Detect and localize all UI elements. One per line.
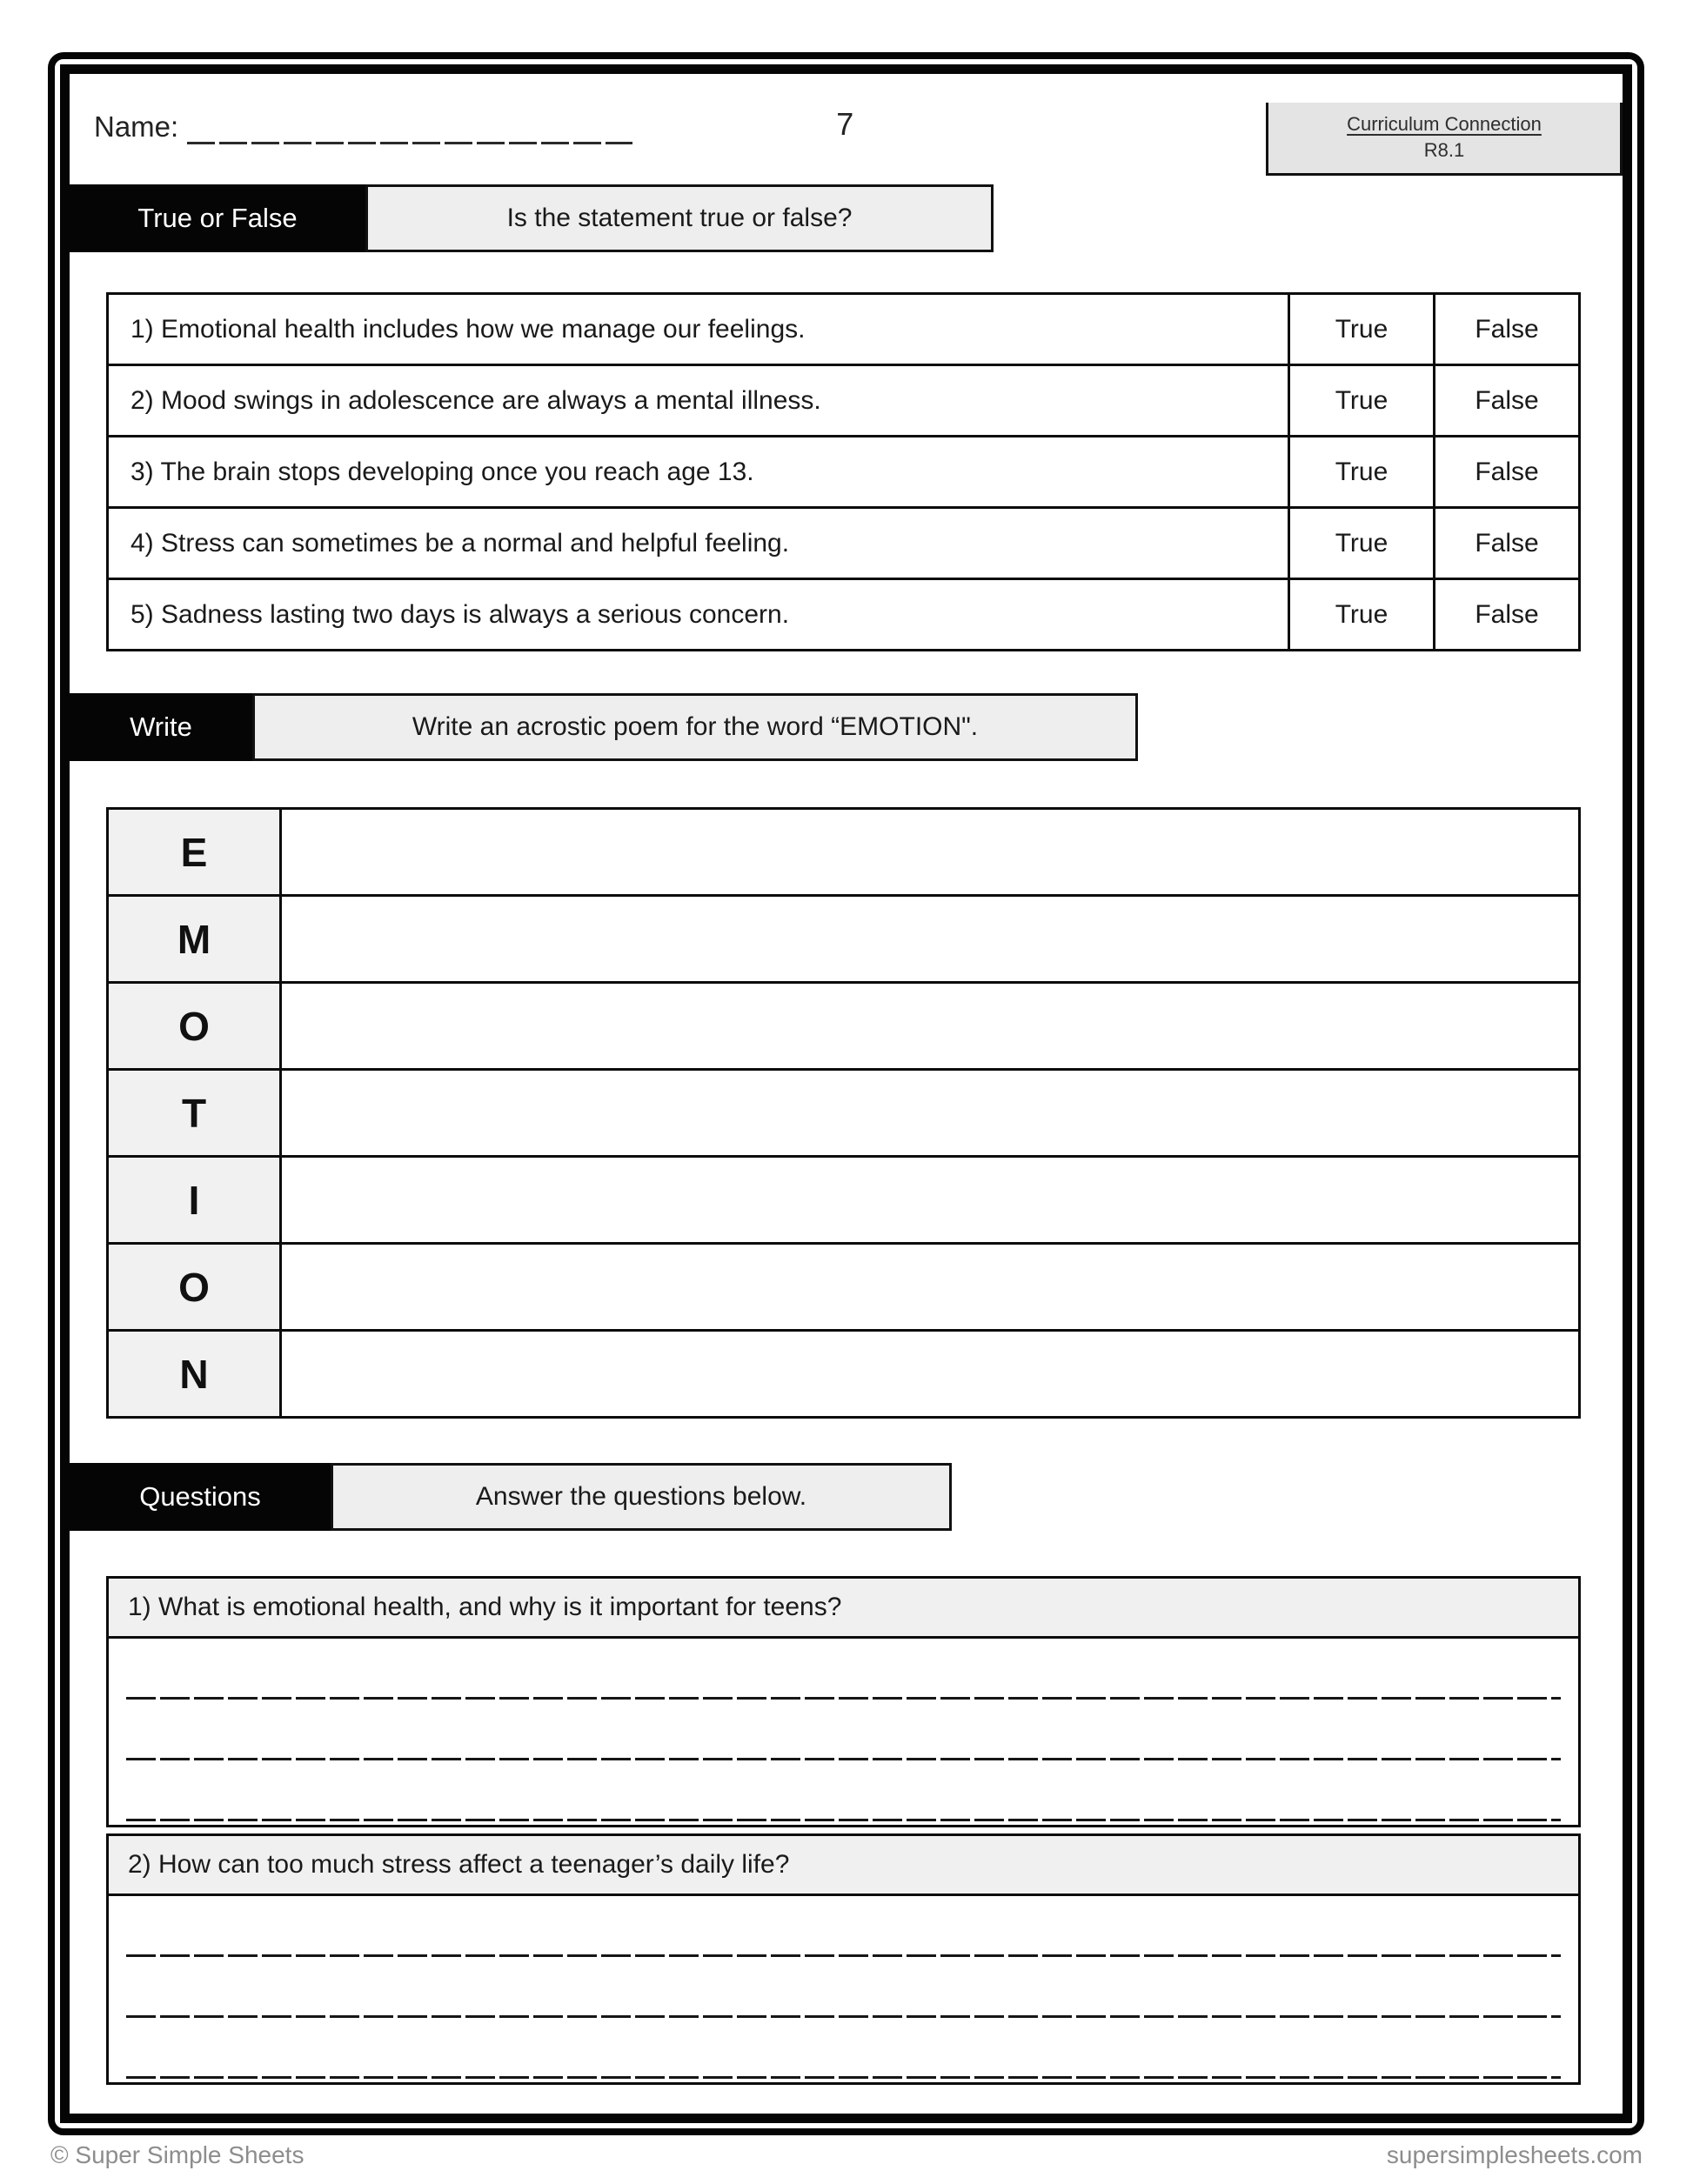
page-footer — [50, 2141, 1643, 2169]
acrostic-letter: M — [108, 896, 281, 983]
answer-line[interactable] — [126, 1760, 1561, 1821]
statement-row — [108, 294, 1580, 365]
question-box — [106, 1576, 1581, 1827]
acrostic-letter: O — [108, 1244, 281, 1331]
section-label-write: Write — [70, 693, 252, 761]
answer-line[interactable] — [126, 2018, 1561, 2079]
footer-copyright: © Super Simple Sheets — [50, 2141, 304, 2168]
false-option[interactable]: False — [1435, 294, 1580, 365]
statement-row — [108, 508, 1580, 579]
page-number: 7 — [836, 106, 854, 142]
statement-text: 4) Stress can sometimes be a normal and helpful feeling. — [108, 508, 1289, 579]
false-option[interactable]: False — [1435, 579, 1580, 651]
statement-text: 1) Emotional health includes how we manage our feelings. — [108, 294, 1289, 365]
question-prompt: 2) How can too much stress affect a teenager’s daily life? — [109, 1836, 1578, 1896]
true-option[interactable]: True — [1289, 294, 1435, 365]
question-box — [106, 1833, 1581, 2085]
curriculum-connection-code: R8.1 — [1423, 138, 1465, 161]
acrostic-table — [106, 807, 1581, 1419]
acrostic-row — [108, 1331, 1580, 1418]
answer-area — [109, 1639, 1578, 1825]
name-underline-field[interactable] — [187, 110, 632, 144]
answer-line[interactable] — [126, 1639, 1561, 1700]
false-option[interactable]: False — [1435, 508, 1580, 579]
true-option[interactable]: True — [1289, 508, 1435, 579]
acrostic-row — [108, 1157, 1580, 1244]
statement-row — [108, 437, 1580, 508]
section-header-write — [70, 693, 1623, 761]
acrostic-answer-cell[interactable] — [281, 1331, 1580, 1418]
acrostic-row — [108, 896, 1580, 983]
answer-line[interactable] — [126, 1700, 1561, 1760]
true-false-table — [106, 292, 1581, 651]
section-instruction-write: Write an acrostic poem for the word “EMOTION". — [252, 693, 1138, 761]
curriculum-connection-title: Curriculum Connection — [1347, 113, 1542, 135]
true-option[interactable]: True — [1289, 365, 1435, 437]
answer-line[interactable] — [126, 1957, 1561, 2018]
acrostic-letter: E — [108, 809, 281, 896]
section-label-questions: Questions — [70, 1463, 331, 1531]
header-row — [70, 103, 1623, 151]
section-header-true-false — [70, 184, 1623, 252]
acrostic-answer-cell[interactable] — [281, 1157, 1580, 1244]
acrostic-row — [108, 809, 1580, 896]
statement-text: 3) The brain stops developing once you reach age 13. — [108, 437, 1289, 508]
section-instruction-true-false: Is the statement true or false? — [365, 184, 994, 252]
statement-text: 2) Mood swings in adolescence are always a mental illness. — [108, 365, 1289, 437]
acrostic-letter: I — [108, 1157, 281, 1244]
answer-area — [109, 1896, 1578, 2082]
acrostic-letter: O — [108, 983, 281, 1070]
acrostic-letter: N — [108, 1331, 281, 1418]
answer-line[interactable] — [126, 1896, 1561, 1957]
section-instruction-questions: Answer the questions below. — [331, 1463, 952, 1531]
page-inner-border — [60, 64, 1632, 2123]
statement-text: 5) Sadness lasting two days is always a serious concern. — [108, 579, 1289, 651]
acrostic-answer-cell[interactable] — [281, 896, 1580, 983]
section-label-true-false: True or False — [70, 184, 365, 252]
statement-row — [108, 579, 1580, 651]
page-content — [70, 103, 1623, 2142]
acrostic-row — [108, 983, 1580, 1070]
acrostic-answer-cell[interactable] — [281, 1070, 1580, 1157]
acrostic-row — [108, 1244, 1580, 1331]
acrostic-answer-cell[interactable] — [281, 1244, 1580, 1331]
acrostic-answer-cell[interactable] — [281, 809, 1580, 896]
true-option[interactable]: True — [1289, 579, 1435, 651]
footer-website: supersimplesheets.com — [1386, 2141, 1643, 2168]
name-label: Name: — [94, 110, 179, 143]
acrostic-letter: T — [108, 1070, 281, 1157]
acrostic-answer-cell[interactable] — [281, 983, 1580, 1070]
true-option[interactable]: True — [1289, 437, 1435, 508]
section-header-questions — [70, 1463, 1623, 1531]
question-prompt: 1) What is emotional health, and why is it important for teens? — [109, 1579, 1578, 1639]
statement-row — [108, 365, 1580, 437]
acrostic-row — [108, 1070, 1580, 1157]
page-outer-border — [48, 52, 1644, 2135]
false-option[interactable]: False — [1435, 437, 1580, 508]
false-option[interactable]: False — [1435, 365, 1580, 437]
